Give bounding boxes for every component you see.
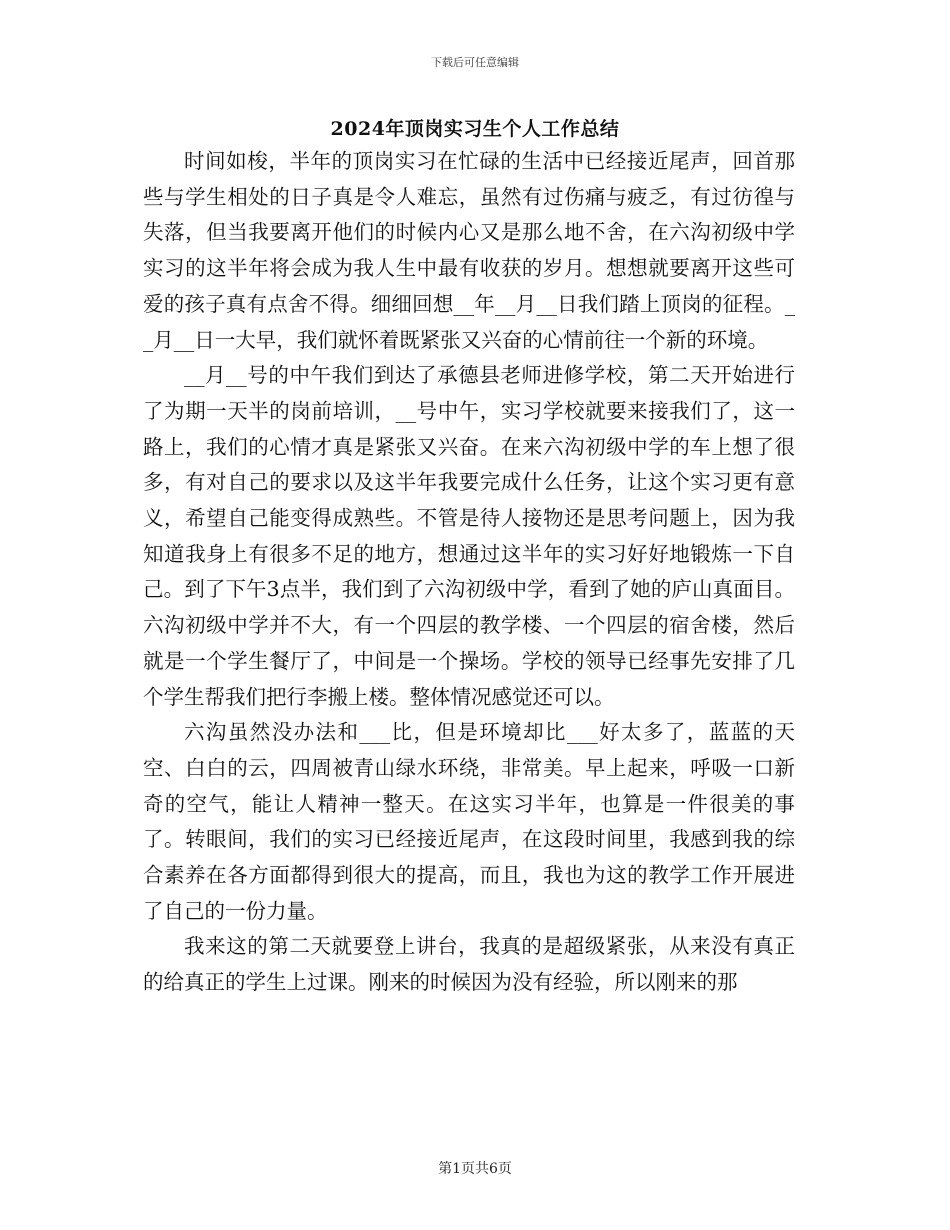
paragraph: 六沟虽然没办法和___比，但是环境却比___好太多了，蓝蓝的天空、白白的云，四周被青山绿水环绕，非常美。早上起来，呼吸一口新奇的空气，能让人精神一整天。在这实习半年，也算是一件很美的事了。转眼间，我们的实习已经接近尾声，在这段时间里，我感到我的综合素养在各方面都得到很大的提高，而且，我也为这的教学工作开展进了自己的一份力量。 <box>143 720 795 923</box>
document-title: 2024年顶岗实习生个人工作总结 <box>330 118 620 140</box>
document-body <box>143 144 795 1001</box>
page-footer: 第1页共6页 <box>438 1161 512 1177</box>
paragraph: __月__号的中午我们到达了承德县老师进修学校，第二天开始进行了为期一天半的岗前培训，__号中午，实习学校就要来接我们了，这一路上，我们的心情才真是紧张又兴奋。在来六沟初级中学的车上想了很多，有对自己的要求以及这半年我要完成什么任务，让这个实习更有意义，希望自己能变得成熟些。不管是待人接物还是思考问题上，因为我知道我身上有很多不足的地方，想通过这半年的实习好好地锻炼一下自己。到了下午3点半，我们到了六沟初级中学，看到了她的庐山真面目。六沟初级中学并不大，有一个四层的教学楼、一个四层的宿舍楼，然后就是一个学生餐厅了，中间是一个操场。学校的领导已经事先安排了几个学生帮我们把行李搬上楼。整体情况感觉还可以。 <box>143 363 795 709</box>
paragraph: 时间如梭，半年的顶岗实习在忙碌的生活中已经接近尾声，回首那些与学生相处的日子真是令人难忘，虽然有过伤痛与疲乏，有过彷徨与失落，但当我要离开他们的时候内心又是那么地不舍，在六沟初级中学实习的这半年将会成为我人生中最有收获的岁月。想想就要离开这些可爱的孩子真有点舍不得。细细回想__年__月__日我们踏上顶岗的征程。__月__日一大早，我们就怀着既紧张又兴奋的心情前往一个新的环境。 <box>143 149 795 352</box>
paragraph: 我来这的第二天就要登上讲台，我真的是超级紧张，从来没有真正的给真正的学生上过课。刚来的时候因为没有经验，所以刚来的那 <box>143 934 795 995</box>
page-header: 下载后可任意编辑 <box>431 56 519 69</box>
